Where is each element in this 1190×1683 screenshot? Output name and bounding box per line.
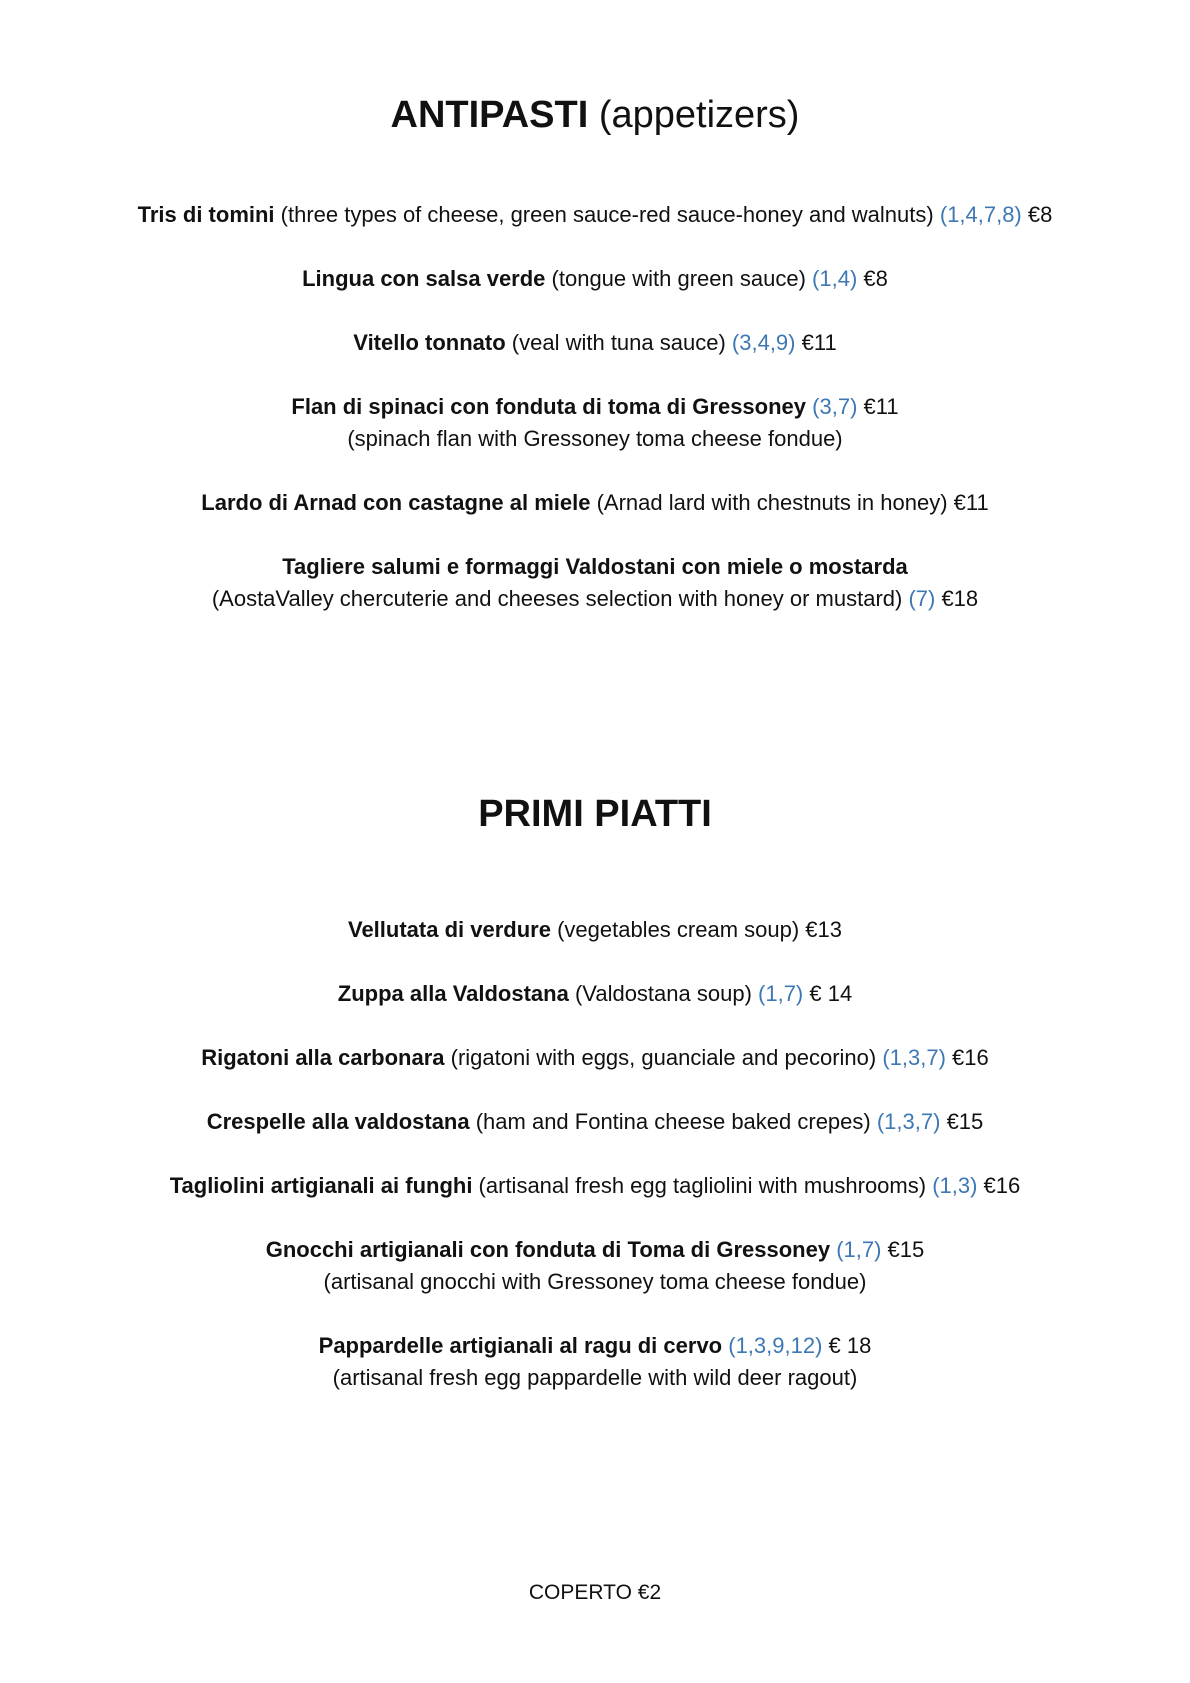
item-price: € 14: [803, 981, 853, 1006]
menu-item-tris-di-tomini: [0, 199, 1190, 231]
item-price: €8: [1021, 202, 1053, 227]
item-price: €18: [935, 586, 979, 611]
item-translation: (spinach flan with Gressoney toma cheese fondue): [347, 426, 843, 451]
item-name: Vitello tonnato: [353, 330, 506, 355]
item-allergens: (3,7): [812, 394, 858, 419]
item-translation: (artisanal gnocchi with Gressoney toma cheese fondue): [323, 1269, 867, 1294]
item-name: Vellutata di verdure: [347, 917, 551, 942]
item-translation: (AostaValley chercuterie and cheeses selection with honey or mustard): [211, 586, 909, 611]
item-allergens: (1,3,7): [882, 1045, 946, 1070]
item-description: (vegetables cream soup) €13: [550, 917, 843, 942]
antipasti-title-main: ANTIPASTI: [390, 94, 589, 136]
primi-title-main: PRIMI PIATTI: [478, 793, 712, 835]
item-allergens: (1,4): [812, 266, 858, 291]
menu-item-crespelle-alla-valdostana: [0, 1106, 1190, 1138]
item-description: (veal with tuna sauce): [505, 330, 732, 355]
item-name: Rigatoni alla carbonara: [201, 1045, 445, 1070]
item-price: €11: [795, 330, 837, 355]
item-price: €15: [881, 1237, 925, 1262]
item-allergens: (1,7): [836, 1237, 882, 1262]
item-name: Lingua con salsa verde: [302, 266, 546, 291]
item-name: Tagliolini artigianali ai funghi: [169, 1173, 473, 1198]
item-allergens: (1,7): [758, 981, 804, 1006]
coperto-note: COPERTO €2: [528, 1581, 662, 1604]
menu-item-pappardelle-al-ragu-di-cervo: [0, 1330, 1190, 1394]
item-price: €16: [977, 1173, 1021, 1198]
item-allergens: (1,3,9,12): [728, 1333, 823, 1358]
menu-item-tagliolini-ai-funghi: [0, 1170, 1190, 1202]
item-price: €16: [945, 1045, 989, 1070]
item-description: (ham and Fontina cheese baked crepes): [469, 1109, 877, 1134]
item-description: (artisanal fresh egg tagliolini with mushrooms): [472, 1173, 933, 1198]
menu-item-vitello-tonnato: [0, 327, 1190, 359]
item-allergens: (1,3): [932, 1173, 978, 1198]
menu-item-vellutata-di-verdure: [0, 914, 1190, 946]
menu-item-flan-di-spinaci: [0, 391, 1190, 455]
item-price: €15: [940, 1109, 984, 1134]
item-price: €11: [857, 394, 899, 419]
item-name: Pappardelle artigianali al ragu di cervo: [318, 1333, 723, 1358]
item-name: Lardo di Arnad con castagne al miele: [201, 490, 591, 515]
item-description: (tongue with green sauce): [545, 266, 813, 291]
menu-item-zuppa-alla-valdostana: [0, 978, 1190, 1010]
item-description: (three types of cheese, green sauce-red sauce-honey and walnuts): [274, 202, 940, 227]
item-name: Crespelle alla valdostana: [206, 1109, 470, 1134]
item-description: (Valdostana soup): [568, 981, 759, 1006]
menu-item-rigatoni-alla-carbonara: [0, 1042, 1190, 1074]
menu-item-lingua-con-salsa-verde: [0, 263, 1190, 295]
item-name: Zuppa alla Valdostana: [337, 981, 569, 1006]
item-name: Flan di spinaci con fonduta di toma di Gressoney: [291, 394, 807, 419]
menu-item-tagliere: [0, 551, 1190, 615]
item-name: Gnocchi artigianali con fonduta di Toma di Gressoney: [265, 1237, 831, 1262]
item-name: Tagliere salumi e formaggi Valdostani con miele o mostarda: [282, 554, 908, 579]
item-allergens: (3,4,9): [731, 330, 796, 355]
item-name: Tris di tomini: [137, 202, 275, 227]
primi-list: [0, 914, 1190, 1426]
menu-item-lardo-di-arnad: [0, 487, 1190, 519]
item-description: (rigatoni with eggs, guanciale and pecorino): [444, 1045, 883, 1070]
item-description: (Arnad lard with chestnuts in honey) €11: [590, 490, 989, 515]
menu-item-gnocchi-con-fonduta: [0, 1234, 1190, 1298]
item-price: €8: [857, 266, 888, 291]
item-price: € 18: [822, 1333, 872, 1358]
item-allergens: (1,3,7): [876, 1109, 941, 1134]
antipasti-list: [0, 199, 1190, 647]
antipasti-title-subtitle: (appetizers): [588, 94, 800, 136]
item-allergens: (1,4,7,8): [939, 202, 1022, 227]
primi-title: [0, 791, 1190, 837]
item-allergens: (7): [908, 586, 936, 611]
antipasti-title: [0, 92, 1190, 138]
item-translation: (artisanal fresh egg pappardelle with wild deer ragout): [332, 1365, 858, 1390]
